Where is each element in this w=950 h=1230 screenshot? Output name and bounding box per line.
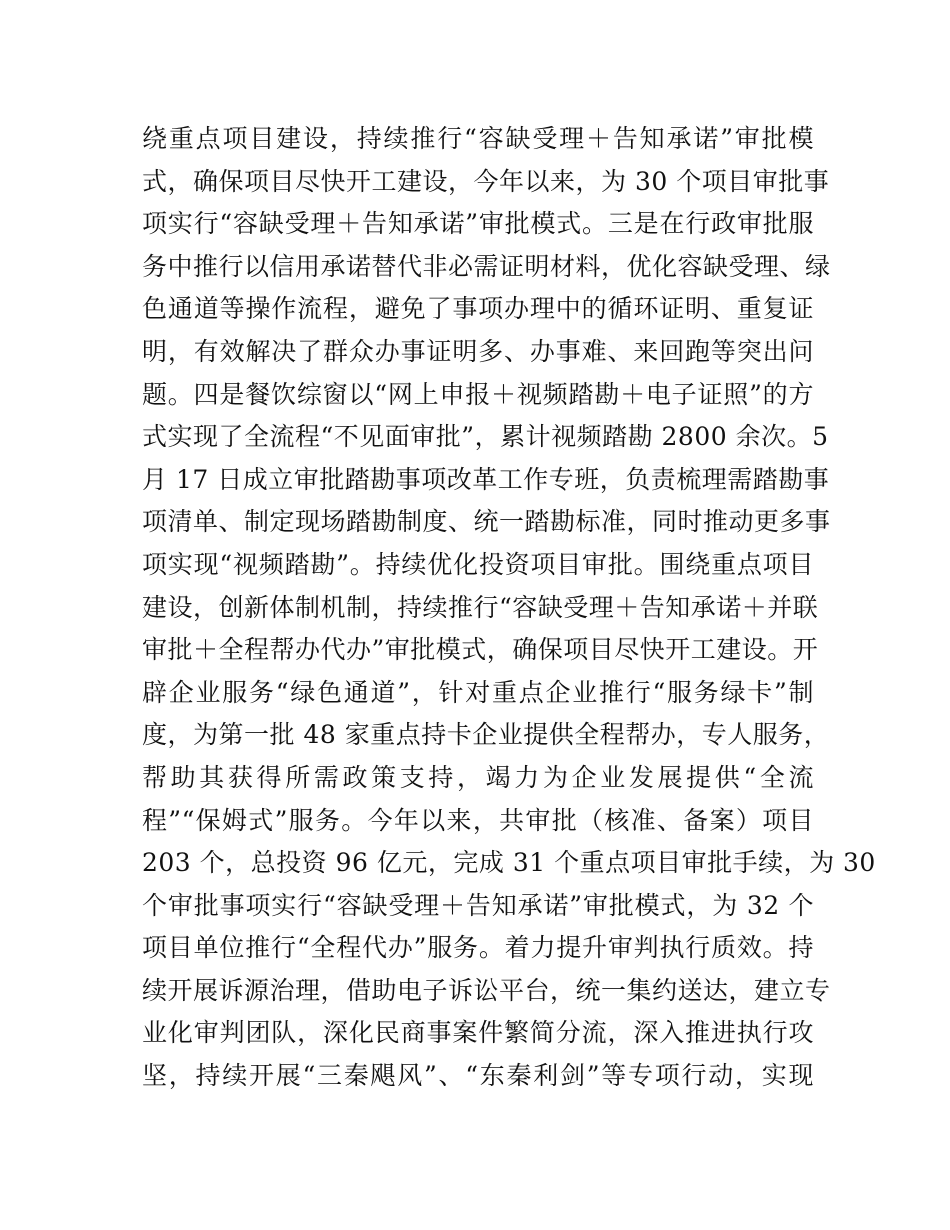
text-line: 项目单位推行“全程代办”服务。着力提升审判执行质效。持 [142, 933, 814, 963]
text-line: 帮助其获得所需政策支持，竭力为企业发展提供“全流 [142, 762, 814, 792]
text-line: 辟企业服务“绿色通道”，针对重点企业推行“服务绿卡”制 [142, 677, 814, 707]
text-line: 明，有效解决了群众办事证明多、办事难、来回跑等突出问 [142, 336, 814, 366]
text-line: 程”“保姆式”服务。今年以来，共审批（核准、备案）项目 [142, 805, 814, 835]
text-line: 坚，持续开展“三秦飓风”、“东秦利剑”等专项行动，实现 [142, 1061, 814, 1091]
text-line: 项实现“视频踏勘”。持续优化投资项目审批。围绕重点项目 [142, 549, 814, 579]
text-line: 色通道等操作流程，避免了事项办理中的循环证明、重复证 [142, 294, 814, 324]
text-line: 式，确保项目尽快开工建设，今年以来，为 30 个项目审批事 [142, 166, 830, 196]
text-line: 203 个，总投资 96 亿元，完成 31 个重点项目审批手续，为 30 [142, 848, 876, 878]
text-line: 项实行“容缺受理＋告知承诺”审批模式。三是在行政审批服 [142, 209, 814, 239]
text-line: 续开展诉源治理，借助电子诉讼平台，统一集约送达，建立专 [142, 975, 831, 1005]
body-text [142, 118, 876, 1098]
text-line: 务中推行以信用承诺替代非必需证明材料，优化容缺受理、绿 [142, 251, 831, 281]
text-line: 绕重点项目建设，持续推行“容缺受理＋告知承诺”审批模 [142, 124, 814, 153]
text-line: 项清单、制定现场踏勘制度、统一踏勘标准，同时推动更多事 [142, 507, 831, 537]
text-line: 业化审判团队，深化民商事案件繁简分流，深入推进执行攻 [142, 1018, 814, 1048]
text-line: 式实现了全流程“不见面审批”，累计视频踏勘 2800 余次。5 [142, 422, 829, 452]
text-line: 月 17 日成立审批踏勘事项改革工作专班，负责梳理需踏勘事 [142, 464, 830, 494]
text-line: 题。四是餐饮综窗以“网上申报＋视频踏勘＋电子证照”的方 [142, 379, 814, 409]
text-line: 建设，创新体制机制，持续推行“容缺受理＋告知承诺＋并联 [142, 592, 819, 622]
text-line: 审批＋全程帮办代办”审批模式，确保项目尽快开工建设。开 [142, 635, 819, 665]
text-line: 个审批事项实行“容缺受理＋告知承诺”审批模式，为 32 个 [142, 890, 814, 920]
text-line: 度，为第一批 48 家重点持卡企业提供全程帮办，专人服务， [142, 720, 830, 750]
